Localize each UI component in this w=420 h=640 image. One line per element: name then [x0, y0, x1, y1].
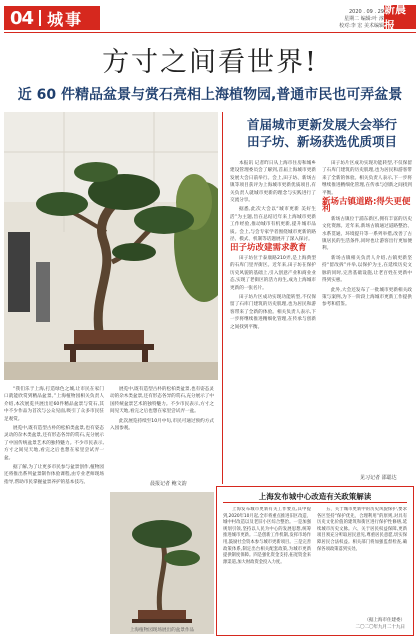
policy-box-column-2 [317, 507, 407, 611]
section-number: 04 [10, 7, 34, 29]
article-byline: 见习记者 邵聪达 [360, 475, 397, 481]
policy-paragraph: 五、关于城市更新中的历史风貌保护,要求各区坚持“保护优先、合理利用”的原则,对具有历史文化价值的建筑和街区进行保护性修缮,延续城市历史文脉。六、关于居民权益保障,更新项目须充分听取居民意见,尊重居民意愿,切实保障居民合法权益。相关部门将加强监督检查,确保各项政策落到实处。 [317, 507, 407, 552]
article-title-line-2: 田子坊、新场获选优质项目 [246, 134, 397, 149]
issue-date: 2020 . 09 . 29 [349, 9, 384, 15]
policy-box-column-1 [223, 507, 311, 629]
editor-line: 星期二 编辑:叶 淳 [344, 16, 384, 22]
bonsai-paragraph: 此次展览持续至10月中旬,市民可通过预约方式入园参观。 [110, 418, 214, 432]
article-paragraph: 据悉,此次大会以“城市更新 美好生活”为主题,旨在总结近年来上海城市更新工作经验,推动城市有机更新,提升城市品质。会上,与会专家学者围绕城市更新的路径、模式、机制等话题展开了深入探讨。 [230, 207, 316, 243]
article-subtitle-1: 田子坊改建需求教育 [230, 243, 307, 254]
bonsai-paragraph: 展览中,既有造型古朴的松柏类盆景,也有姿态灵动的杂木类盆景,还有形态各异的赏石,充分展示了中国传统盆景艺术的独特魅力。不少市民表示,方寸之间见天地,看完之后也想在家里尝试弄一盆。 [110, 387, 214, 415]
policy-box-rule [223, 502, 407, 503]
section-separator [39, 10, 41, 26]
column-divider [222, 112, 223, 484]
article-paragraph: 新场古镇相关负责人介绍,古镇更新坚持“留改拆”并举,以保护为主,在延续历史文脉的同时,完善基础设施,让老百姓在更新中得到实惠。 [322, 255, 412, 284]
masthead [0, 0, 420, 34]
editor-line-2: 校对:李 宏 美术编辑 [339, 23, 384, 29]
bonsai-column-2 [110, 386, 214, 478]
bonsai-byline: 晨报记者 鲍文韵 [150, 481, 187, 487]
photo-caption: 上海植物园现场展出的盆景作品 [129, 628, 195, 633]
bonsai-inset-photo [110, 492, 214, 634]
bonsai-paragraph: 据了解,为了让更多市民参与盆景创作,植物园还将推出系列盆景制作体验课程,由专业老师现场指导,帮助市民掌握盆景养护的基本技巧。 [4, 465, 104, 485]
section-name: 城事 [47, 9, 84, 29]
policy-box [216, 486, 414, 636]
policy-paragraph: 上海发布城市更新有关工作要点,其中提到,2020年10月起,全市将重点推进旧区改造、城中村改造以及老旧小区综合整治。一是加强规划引领,坚持以人民为中心的发展思想,统筹推进城市更新。二是创新工作机制,发挥市场作用,鼓励社会资本参与城市更新项目。三是完善政策体系,制定出台相关配套政策,为城市更新提供制度保障。四是强化资金支持,拓宽资金来源渠道,加大财政资金投入力度。 [223, 507, 311, 565]
page-subheadline: 近 60 件精品盆景与赏石亮相上海植物园,普通市民也可弄盆景 [17, 87, 403, 103]
bonsai-paragraph: “我们乐于上海,打造绿色之城,让市民在家门口就能欣赏到精品盆景。”上海植物园相关负责人介绍,本次展览共展出近60件精品盆景与赏石,其中不少作品为首次与公众见面,吸引了众多市民驻足观赏。 [4, 387, 104, 422]
bonsai-paragraph: 展览中,既有造型古朴的松柏类盆景,也有姿态灵动的杂木类盆景,还有形态各异的赏石,充分展示了中国传统盆景艺术的独特魅力。不少市民表示,方寸之间见天地,看完之后也想在家里尝试弄一盆。 [4, 426, 104, 461]
article-subtitle-2: 新场古镇道路:得失更便利 [322, 197, 411, 215]
article-paragraph: 新场古镇位于浦东新区,拥有丰富的历史文化资源。近年来,新场古镇通过道路整治、水系贯通、环境提升等一系列举措,改善了古镇居民的生活条件,同时也让游客出行更加便利。 [322, 216, 412, 252]
masthead-meta [322, 9, 384, 30]
article-paragraph: 田子坊位于泰康路210弄,是上海典型的石库门里弄街区。近年来,田子坊在保护历史风貌的基础上,引入创意产业和商业业态,实现了老街区的活力再生,成为上海城市更新的一张名片。 [230, 255, 316, 291]
bonsai-column-1 [4, 386, 104, 634]
bonsai-photo [4, 112, 218, 380]
article-paragraph: 田子坊片区成功实现功能转型,不仅保留了石库门建筑的历史肌理,也为居民和游客带来了全新的体验。相关负责人表示,下一步将继续推进精细化管理,在传承与创新之间找到平衡。 [322, 161, 412, 196]
masthead-rule [4, 32, 416, 33]
page-headline: 方寸之间看世界! [102, 47, 318, 78]
article-paragraph: 田子坊片区成功实现功能转型,不仅保留了石库门建筑的历史肌理,也为居民和游客带来了全新的体验。相关负责人表示,下一步将继续推进精细化管理,在传承与创新之间找到平衡。 [230, 294, 316, 330]
policy-box-signature: （据上海市住建委） 二〇二〇年九月二十九日 [355, 618, 405, 630]
article-paragraph: 本报讯 记者昨日从上海市住房和城乡建设管理委员会了解到,首届上海城市更新发展大会日前举行。会上,田子坊、新场古镇等项目获评为上海城市更新优质项目,有关负责人就城市更新的理念与实践进行了交流分享。 [230, 161, 316, 204]
article-title-line-1: 首届城市更新发展大会举行 [246, 117, 397, 132]
article-paragraph: 此外,大会还发布了一批城市更新相关政策与案例,为下一阶段上海城市更新工作提供参考和借鉴。 [322, 287, 412, 308]
newspaper-logo: 新晨报 [384, 5, 416, 29]
policy-box-title: 上海发布城中心改造有关政策解读 [258, 492, 372, 501]
section-label [4, 6, 100, 30]
article-column-1 [230, 160, 316, 480]
article-column-2 [322, 160, 412, 480]
article-title [232, 116, 412, 150]
